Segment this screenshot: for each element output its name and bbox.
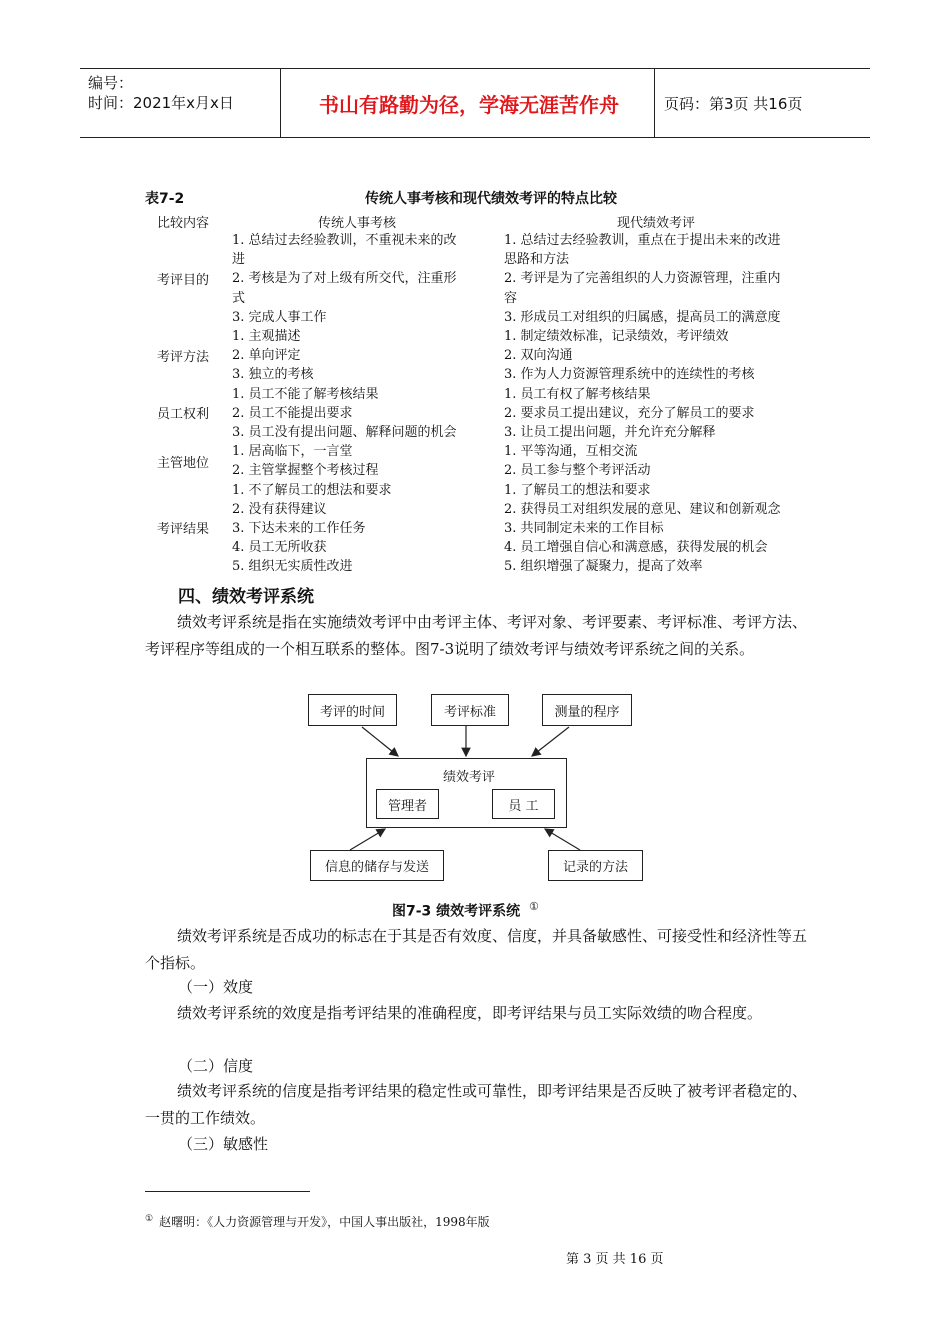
paragraph: 绩效考评系统的信度是指考评结果的稳定性或可靠性，即考评结果是否反映了被考评者稳定的、一贯的工作绩效。 [145,1082,808,1127]
number-label: 编号： [88,74,134,92]
table-cell: 1. 了解员工的想法和要求 [504,482,651,498]
subheading-sensitivity: （三）敏感性 [178,1135,269,1153]
header-page-label: 页码：第3页 共16页 [664,94,803,113]
table-cell: 3. 让员工提出问题，并允许充分解释 [504,425,716,441]
table-header-category: 比较内容 [157,216,210,231]
table-cell: 1. 总结过去经验教训，不重视未来的改 [232,233,457,248]
table-category: 主管地位 [157,456,210,471]
arrow-record [545,829,580,850]
table-cell: 2. 员工不能提出要求 [232,405,353,421]
table-header-traditional: 传统人事考核 [318,216,397,231]
arrow-storage [350,829,385,850]
table-cell: 进 [232,252,246,268]
box-record-method: 记录的方法 [548,850,643,881]
table-cell: 3. 完成人事工作 [232,309,327,325]
table-category: 考评目的 [157,273,210,288]
box-evaluation-time: 考评的时间 [308,694,397,726]
figure-caption-text: 图7-3 绩效考评系统 [392,903,521,920]
subheading-validity: （一）效度 [178,978,254,996]
box-evaluation-standard: 考评标准 [431,694,509,726]
box-info-storage: 信息的储存与发送 [310,850,444,881]
table-cell: 2. 没有获得建议 [232,501,327,517]
paragraph: 绩效考评系统是指在实施绩效考评中由考评主体、考评对象、考评要素、考评标准、考评方法、考评程序等组成的一个相互联系的整体。图7-3说明了绩效考评与绩效考评系统之间的关系。 [145,613,808,658]
table-cell: 3. 员工没有提出问题、解释问题的机会 [232,425,457,441]
table-cell: 式 [232,290,246,306]
table-cell: 3. 独立的考核 [232,367,314,383]
table-category: 考评结果 [157,522,210,537]
figure-caption [392,900,539,921]
figure-caption-mark: ① [529,900,539,913]
footnote [145,1213,490,1230]
table-cell: 5. 组织无实质性改进 [232,559,353,575]
table-cell: 2. 要求员工提出建议，充分了解员工的要求 [504,405,755,421]
header-motto: 书山有路勤为径，学海无涯苦作舟 [319,92,619,117]
table-header-modern: 现代绩效考评 [617,216,696,231]
table-category: 员工权利 [157,407,210,422]
box-employee: 员 工 [492,789,555,819]
arrow-time [362,727,398,756]
section-title: 四、绩效考评系统 [178,587,314,607]
table-cell: 2. 员工参与整个考评活动 [504,463,651,479]
table-cell: 1. 居高临下，一言堂 [232,444,353,460]
table-cell: 1. 员工有权了解考核结果 [504,386,651,402]
table-cell: 3. 共同制定未来的工作目标 [504,521,664,537]
table-cell: 4. 员工无所收获 [232,540,327,556]
table-cell: 思路和方法 [504,252,570,268]
page-footer: 第 3 页 共 16 页 [566,1252,664,1267]
subheading-reliability: （二）信度 [178,1057,254,1075]
table-cell: 1. 制定绩效标准，记录绩效，考评绩效 [504,329,729,345]
footnote-divider [145,1191,310,1192]
table-cell: 1. 总结过去经验教训，重点在于提出未来的改进 [504,233,781,248]
paragraph: 绩效考评系统是否成功的标志在于其是否有效度、信度，并具备敏感性、可接受性和经济性等五个指标。 [145,927,808,972]
box-manager: 管理者 [376,789,439,819]
arrow-procedure [532,727,569,756]
table-cell: 4. 员工增强自信心和满意感，获得发展的机会 [504,540,768,556]
table-cell: 2. 双向沟通 [504,348,573,364]
table-cell: 2. 获得员工对组织发展的意见、建议和创新观念 [504,501,781,517]
table-cell: 3. 下达未来的工作任务 [232,521,366,537]
table-cell: 2. 考核是为了对上级有所交代，注重形 [232,271,457,287]
table-category: 考评方法 [157,350,210,365]
table-cell: 2. 主管掌握整个考核过程 [232,463,379,479]
table-title: 传统人事考核和现代绩效考评的特点比较 [365,191,617,207]
table-cell: 3. 作为人力资源管理系统中的连续性的考核 [504,367,755,383]
table-cell: 1. 平等沟通，互相交流 [504,444,638,460]
table-cell: 容 [504,290,518,306]
box-measurement-procedure: 测量的程序 [542,694,632,726]
table-number: 表7-2 [145,191,185,207]
table-cell: 1. 不了解员工的想法和要求 [232,482,392,498]
paragraph: 绩效考评系统的效度是指考评结果的准确程度，即考评结果与员工实际效绩的吻合程度。 [177,1004,763,1022]
center-title: 绩效考评 [443,770,496,785]
table-cell: 2. 单向评定 [232,348,301,364]
date-label: 时间：2021年x月x日 [88,94,234,112]
table-cell: 1. 主观描述 [232,329,301,345]
footnote-mark: ① [145,1214,154,1224]
table-cell: 3. 形成员工对组织的归属感，提高员工的满意度 [504,309,781,325]
table-cell: 2. 考评是为了完善组织的人力资源管理，注重内 [504,271,781,287]
footnote-text: 赵曙明：《人力资源管理与开发》，中国人事出版社，1998年版 [159,1215,490,1229]
table-cell: 1. 员工不能了解考核结果 [232,386,379,402]
table-cell: 5. 组织增强了凝聚力，提高了效率 [504,559,703,575]
